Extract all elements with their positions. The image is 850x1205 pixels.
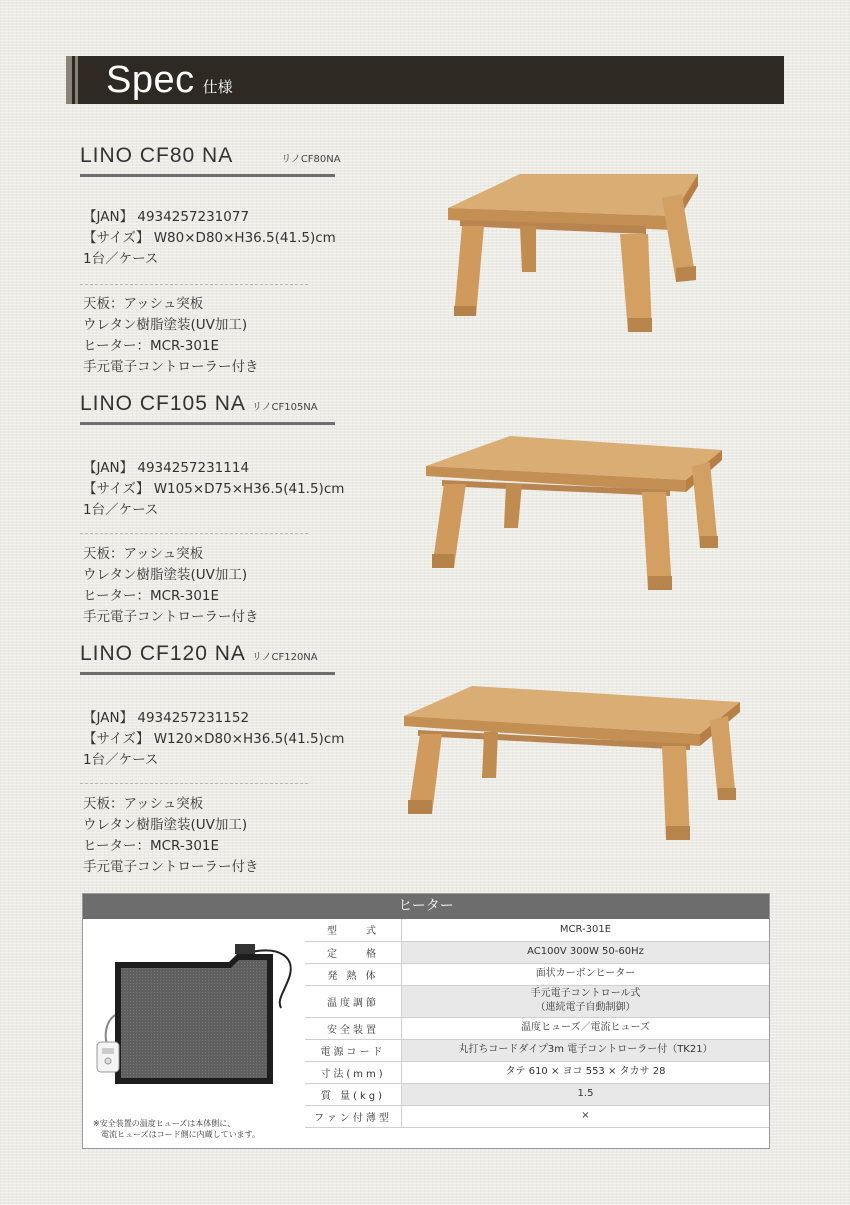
header-accent [66,56,72,104]
kotatsu-table-image [440,168,710,338]
product-materials [83,294,259,378]
heater-unit-image [91,938,296,1088]
spec-value: 1.5 [402,1083,770,1105]
product-materials [83,794,259,878]
material-finish: ウレタン樹脂塗装(UV加工) [83,817,248,833]
divider [80,284,308,285]
size-text: 【サイズ】 W120×D80×H36.5(41.5)cm [83,731,345,747]
product-name: LINO CF105 NA [80,392,246,415]
size-text: 【サイズ】 W80×D80×H36.5(41.5)cm [83,230,336,246]
controller-text: 手元電子コントローラー付き [83,359,259,375]
spec-key: 定 格 [305,941,402,963]
spec-row [305,941,769,963]
jan-code: 【JAN】 4934257231114 [83,460,250,476]
product-kana: リノCF120NA [251,652,318,663]
product-kana: リノCF80NA [281,154,341,165]
spec-value: 面状カーボンヒーター [402,963,770,985]
heater-spec-title: ヒーター [83,894,769,919]
pack-text: 1台／ケース [83,502,159,518]
spec-row [305,1017,769,1039]
product-name: LINO CF120 NA [80,642,246,665]
spec-key: ファン付薄型 [305,1105,402,1127]
kotatsu-table-image [420,430,730,595]
spec-row [305,919,769,941]
jan-code: 【JAN】 4934257231152 [83,710,250,726]
product-materials [83,544,259,628]
header-accent [75,56,78,104]
kotatsu-table-image [400,680,745,845]
product-kana: リノCF105NA [251,402,318,413]
product-name-heading [80,392,335,425]
controller-text: 手元電子コントローラー付き [83,859,259,875]
heater-model: ヒーター：MCR-301E [83,838,220,854]
heater-note: ※安全装置の温度ヒューズは本体側に、 電流ヒューズはコード側に内蔵しています。 [93,1119,260,1139]
product-specs [83,458,344,521]
page-title-main: Spec [106,59,195,101]
material-top: 天板：アッシュ突板 [83,296,204,312]
heater-model: ヒーター：MCR-301E [83,588,220,604]
divider [80,783,308,784]
controller-text: 手元電子コントローラー付き [83,609,259,625]
spec-key: 電源コード [305,1039,402,1061]
spec-key: 発 熱 体 [305,963,402,985]
spec-row [305,963,769,985]
material-top: 天板：アッシュ突板 [83,796,204,812]
spec-value: タテ 610 × ヨコ 553 × タカサ 28 [402,1061,770,1083]
spec-value: 温度ヒューズ／電流ヒューズ [402,1017,770,1039]
spec-value: 手元電子コントロール式 （連続電子自動制御） [402,985,770,1017]
spec-value: MCR-301E [402,919,770,941]
pack-text: 1台／ケース [83,251,159,267]
spec-row [305,1105,769,1127]
product-name-heading [80,144,341,177]
spec-row [305,1039,769,1061]
spec-key: 安全装置 [305,1017,402,1039]
spec-key: 質 量(kg) [305,1083,402,1105]
material-top: 天板：アッシュ突板 [83,546,204,562]
spec-row [305,1061,769,1083]
product-name-heading [80,642,335,675]
material-finish: ウレタン樹脂塗装(UV加工) [83,317,248,333]
spec-key: 寸法(mm) [305,1061,402,1083]
heater-model: ヒーター：MCR-301E [83,338,220,354]
divider [80,533,308,534]
jan-code: 【JAN】 4934257231077 [83,209,250,225]
spec-value: 丸打ちコードダイプ3m 電子コントローラー付（TK21） [402,1039,770,1061]
spec-key: 温度調節 [305,985,402,1017]
spec-value: AC100V 300W 50-60Hz [402,941,770,963]
spec-row [305,1083,769,1105]
heater-spec-table [305,919,769,1128]
material-finish: ウレタン樹脂塗装(UV加工) [83,567,248,583]
spec-row [305,985,769,1017]
product-name: LINO CF80 NA [80,144,234,167]
product-specs [83,207,336,270]
spec-key: 型 式 [305,919,402,941]
pack-text: 1台／ケース [83,752,159,768]
heater-spec-box [82,893,770,1149]
page-title [106,58,233,102]
page-title-sub: 仕様 [202,78,233,96]
product-specs [83,708,344,771]
size-text: 【サイズ】 W105×D75×H36.5(41.5)cm [83,481,345,497]
spec-value: × [402,1105,770,1127]
